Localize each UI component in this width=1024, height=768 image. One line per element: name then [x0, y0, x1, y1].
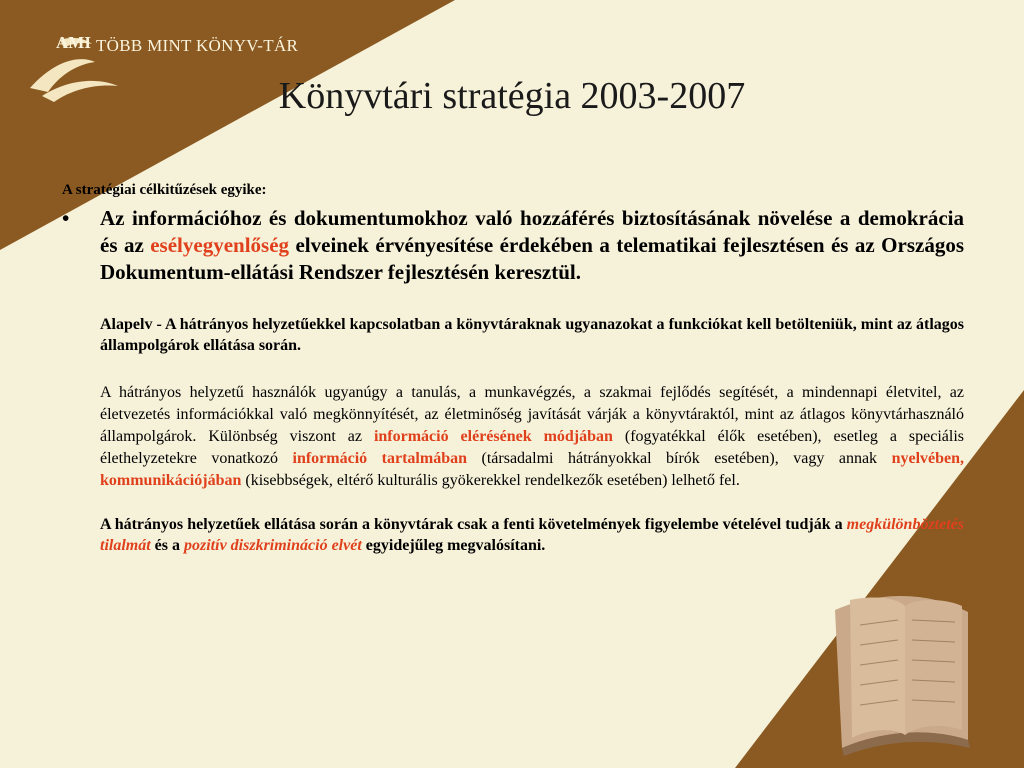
bullet-dot: •: [62, 206, 70, 230]
para2-text-1: A hátrányos helyzetű használók ugyanúgy a tanulás, a munkavégzés, a szakmai fejlődés segítését, a mindennapi életvitel, az életvezetés információkkal való megkönnyítését, az életminőség javítását várják a könyvtáraktól, mint az átlagos könyvtárhasználó állampolgárok. Különbség viszont az: [100, 384, 964, 445]
para2-highlight-2: információ tartalmában: [292, 450, 467, 467]
logo-abbreviation: AMI: [56, 33, 91, 52]
users-paragraph: [100, 382, 964, 492]
bullet-text-end: elveinek érvényesítése érdekében a telematikai fejlesztésen és az Országos Dokumentum-ellátási Rendszer fejlesztésén keresztül.: [100, 233, 964, 284]
para2-highlight-3: nyelvében, kommunikációjában: [100, 450, 965, 489]
para3-highlight-1: megkülönböztetés tilalmát: [100, 516, 964, 554]
open-book-illustration: [835, 596, 970, 756]
para2-text-3: (társadalmi hátrányokkal bírók esetében), vagy annak: [467, 450, 892, 467]
bullet-text-start: Az információhoz és dokumentumokhoz való hozzáférés biztosításának növelése a demokrácia és az: [100, 206, 964, 257]
para3-text-2: és a: [150, 537, 184, 554]
subheading: A stratégiai célkitűzések egyike:: [62, 182, 267, 198]
main-bullet: [62, 205, 964, 286]
para3-text-1: A hátrányos helyzetűek ellátása során a könyvtárak csak a fenti követelmények figyelembe vételével tudják a: [100, 516, 847, 533]
bullet-highlight: esélyegyenlőség: [150, 233, 290, 257]
para2-highlight-1: információ elérésének módjában: [373, 428, 613, 445]
para3-text-3: egyidejűleg megvalósítani.: [361, 537, 546, 554]
logo-text: TÖBB MINT KÖNYV-TÁR: [96, 36, 299, 55]
para2-text-4: (kisebbségek, eltérő kulturális gyökerekkel rendelkezők esetében) lelhető fel.: [241, 472, 740, 489]
slide-content: [62, 182, 964, 556]
slide-title: Könyvtári stratégia 2003-2007: [278, 75, 746, 117]
principle-paragraph: Alapelv - A hátrányos helyzetűekkel kapcsolatban a könyvtáraknak ugyanazokat a funkciókat kell betölteniük, mint az átlagos állampolgárok ellátása során.: [100, 316, 964, 354]
bullet-text: [100, 205, 964, 286]
para3-highlight-2: pozitív diszkrimináció elvét: [184, 537, 362, 554]
conclusion-paragraph: [100, 514, 964, 556]
para2-text-2: (fogyatékkal élők esetében), esetleg a speciális élethelyzetekre vonatkozó: [100, 428, 965, 467]
